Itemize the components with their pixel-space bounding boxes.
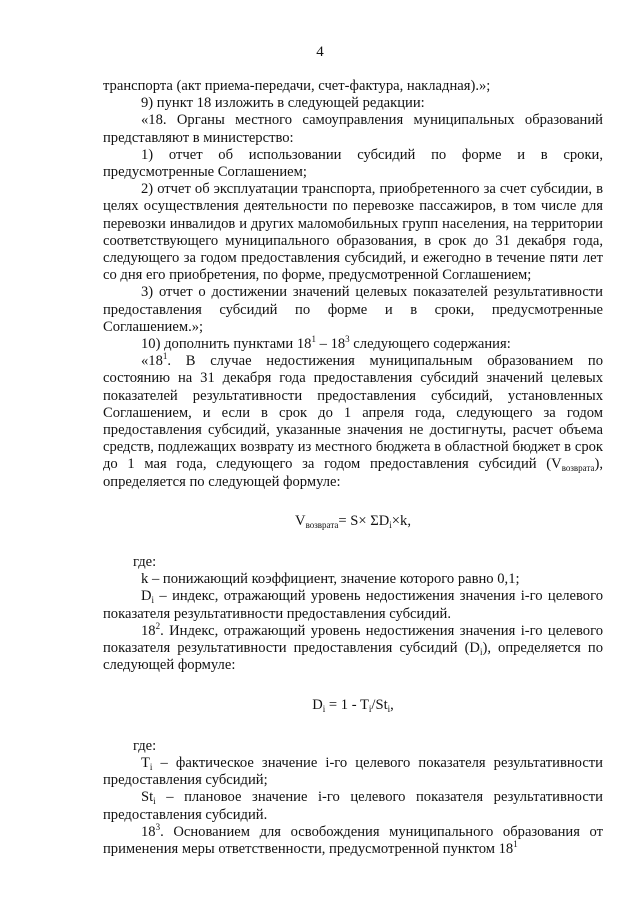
paragraph: 3) отчет о достижении значений целевых показателей результативности предоставления субсидий по форме и в сроки, предусмотренные Соглашением.»; <box>103 284 603 335</box>
formula: $V_{возврата}= S\times \Sigma D_i\times k$, <box>295 512 411 530</box>
definition: $D_i$ – индекс, отражающий уровень недостижения значения i-го целевого показателя результативности предоставления субсидий. <box>103 588 603 622</box>
page-number: 4 <box>316 44 324 60</box>
paragraph: транспорта (акт приема-передачи, счет-фактура, накладная).»; <box>103 78 491 94</box>
paragraph: 10) дополнить пунктами $18^1 - 18^3$ следующего содержания: <box>141 334 511 353</box>
definition: $T_i$ – фактическое значение i-го целевого показателя результативности предоставления субсидий; <box>103 754 603 789</box>
document-body <box>103 78 603 858</box>
paragraph: $18^3$. Основанием для освобождения муниципального образования от применения меры ответственности, предусмотренной пунктом $18^1$ <box>103 821 603 857</box>
paragraph: 9) пункт 18 изложить в следующей редакции: <box>141 95 425 112</box>
where-label: где: <box>133 554 157 571</box>
paragraph: «$18^1$. В случае недостижения муниципальным образованием по состоянию на 31 декабря года предоставления субсидий значений целевых показателей результативности предоставления субсидий, установленных Соглашением, и если в срок до 1 апреля года, следующего за годом предоставления субсидий, указанные значения не достигнуты, расчет объема средств, подлежащих возврату из местного бюджета в областной бюджет в срок до 1 мая года, следующего за годом предоставления субсидий $(V_{возврата})$, определяется по следующей формуле: <box>103 351 603 490</box>
definition: k – понижающий коэффициент, значение которого равно 0,1; <box>141 571 520 588</box>
where-label: где: <box>133 737 157 754</box>
paragraph: 1) отчет об использовании субсидий по форме и в сроки, предусмотренные Соглашением; <box>103 146 603 181</box>
formula: $D_i = 1 - T_i/St_i$, <box>312 696 394 714</box>
paragraph: «18. Органы местного самоуправления муниципальных образований представляют в министерство: <box>103 112 603 146</box>
definition: $St_i$ – плановое значение i-го целевого показателя результативности предоставления субсидий. <box>103 789 603 823</box>
paragraph: 2) отчет об эксплуатации транспорта, приобретенного за счет субсидии, в целях осуществления деятельности по перевозке пассажиров, в том числе для перевозки инвалидов и других маломобильных групп населения, на территории соответствующего муниципального образования, в срок до 31 декабря года, следующего за годом предоставления субсидий, и ежегодно в течение пяти лет со дня его приобретения, по форме, предусмотренной Соглашением; <box>103 181 603 284</box>
paragraph: $18^2$. Индекс, отражающий уровень недостижения значения i-го целевого показателя результативности предоставления субсидий $(D_i)$, определяется по следующей формуле: <box>103 620 603 674</box>
